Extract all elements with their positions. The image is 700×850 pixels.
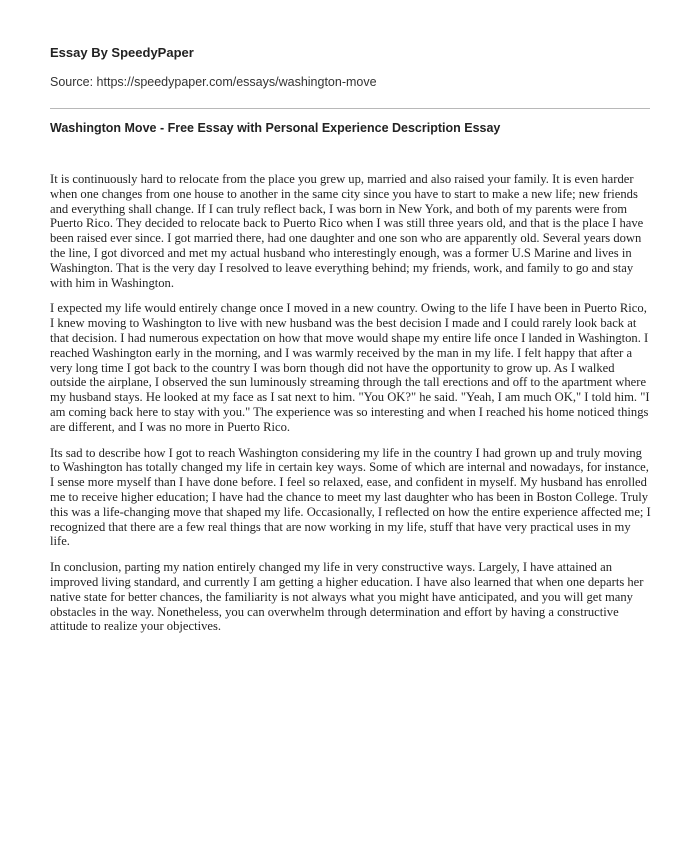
essay-paragraph-3: Its sad to describe how I got to reach Washington considering my life in the country I had grown up and truly moving to Washington has totally changed my life in certain key ways. Some of which are internal and nowadays, for instance, I sense more myself than I have done before. I feel so relaxed, ease, and confident in myself. My husband has enrolled me to receive higher education; I have had the chance to meet my last daughter who has been in Boston College. Truly this was a life-changing move that shaped my life. Occasionally, I reflected on how the entire experience affected me; I recognized that there are a few real things that are now working in my life, stuff that have very practical uses in my life. [50,445,651,549]
essay-paragraph-1: It is continuously hard to relocate from the place you grew up, married and also raised your family. It is even harder when one changes from one house to another in the same city since you have to start to make a new life; new friends and everything shall change. If I can truly reflect back, I was born in New York, and both of my parents were from Puerto Rico. They decided to relocate back to Puerto Rico when I was still three years old, and that is the place I have been raised ever since. I got married there, had one daughter and one son who are apparently old. Several years down the line, I got divorced and met my actual husband who interestingly enough, was a former U.S Marine and lives in Washington. That is the very day I resolved to leave everything behind; my friends, work, and family to go and stay with him in Washington. [50,172,644,290]
document-header-title: Essay By SpeedyPaper [50,45,194,60]
essay-title: Washington Move - Free Essay with Personal Experience Description Essay [50,121,501,135]
header-divider [50,108,650,109]
source-line: Source: https://speedypaper.com/essays/washington-move [50,75,377,89]
essay-body [50,172,652,645]
essay-paragraph-4: In conclusion, parting my nation entirely changed my life in very constructive ways. Largely, I have attained an improved living standard, and currently I am getting a higher education. I have also learned that when one departs her native state for better chances, the familiarity is not always what you might have anticipated, and you will get many obstacles in the way. Nonetheless, you can overwhelm through determination and effort by having a constructive attitude to realize your objectives. [50,560,644,634]
essay-paragraph-2: I expected my life would entirely change once I moved in a new country. Owing to the life I have been in Puerto Rico, I knew moving to Washington to live with new husband was the best decision I made and I could rarely look back at that decision. I had numerous expectation on how that move would shape my entire life once I landed in Washington. I reached Washington early in the morning, and I was warmly received by the man in my life. I felt happy that after a very long time I got back to the country I was born though did not have the opportunity to grow up. As I walked outside the airplane, I observed the sun luminously streaming through the tall erections and off to the apartment where my husband stays. He looked at my face as I sat next to him. "You OK?" he said. "Yeah, I am much OK," I told him. "I am coming back here to stay with you." The experience was so interesting and when I reached his home noticed things are different, and I was no more in Puerto Rico. [50,301,650,434]
